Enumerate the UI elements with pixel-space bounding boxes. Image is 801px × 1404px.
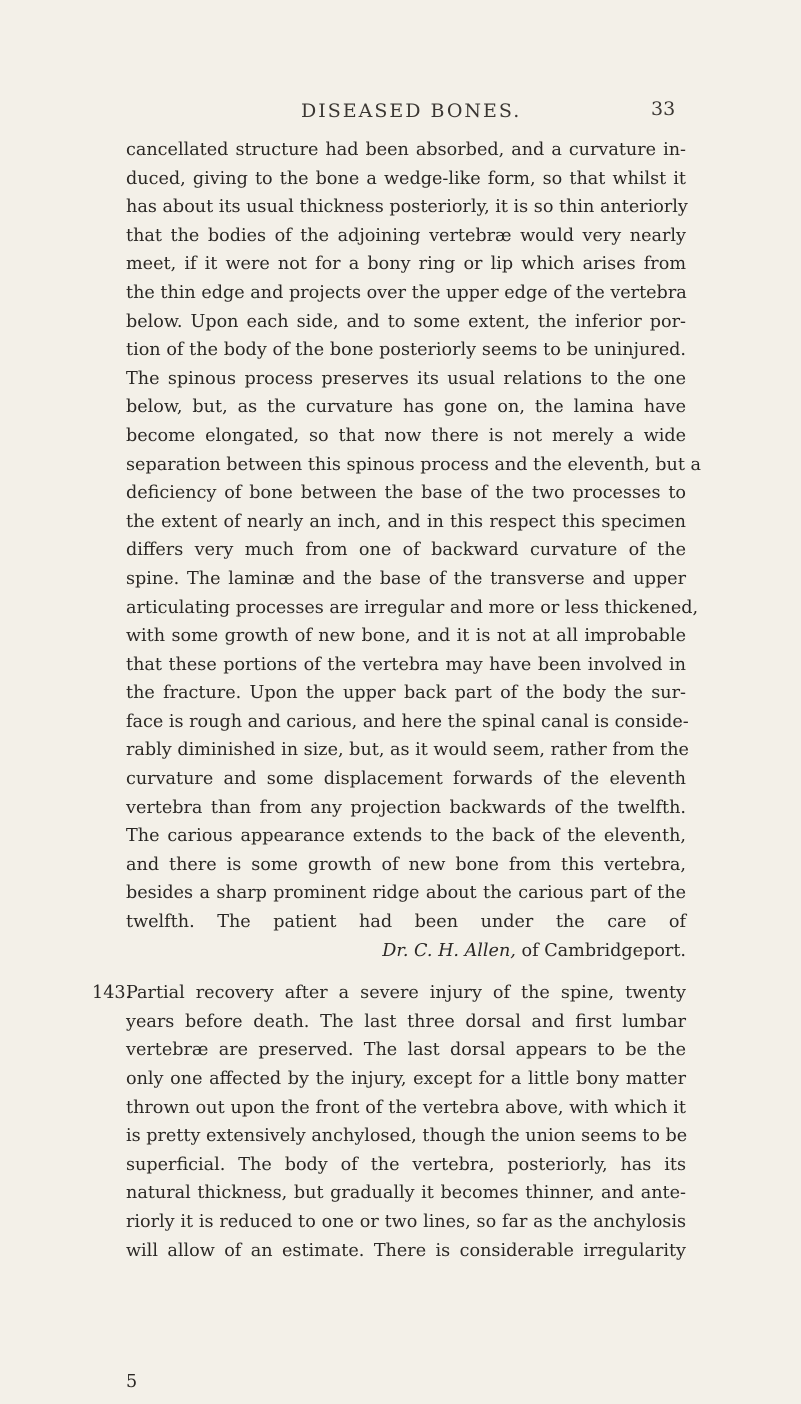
text-line: the extent of nearly an inch, and in this respect this specimen [126,511,686,532]
text-line: below. Upon each side, and to some extent, the inferior por- [126,311,686,332]
attribution-line [126,937,686,966]
catalogue-entry-143 [92,979,688,1265]
text-line: rably diminished in size, but, as it would seem, rather from the [126,740,689,761]
attribution-name: Dr. C. H. Allen, [382,940,516,961]
entry-text-line: years before death. The last three dorsal and first lumbar [126,1011,686,1032]
text-line: meet, if it were not for a bony ring or lip which arises from [126,254,686,275]
text-line: and there is some growth of new bone from this vertebra, [126,854,686,875]
text-line: the thin edge and projects over the upper edge of the vertebra [126,282,687,303]
text-line: tion of the body of the bone posteriorly seems to be uninjured. [126,340,686,361]
attribution-place: of Cambridgeport. [515,940,686,961]
entry-text-line: Partial recovery after a severe injury of the spine, twenty [126,983,686,1004]
text-line: articulating processes are irregular and more or less thickened, [126,597,699,618]
entry-text-line: only one affected by the injury, except for a little bony matter [126,1069,686,1089]
text-line: that the bodies of the adjoining vertebræ would very nearly [126,225,686,246]
text-line: besides a sharp prominent ridge about the carious part of the [126,883,686,904]
text-line: cancellated structure had been absorbed, and a curvature in- [126,140,686,160]
text-line: vertebra than from any projection backwards of the twelfth. [126,797,686,818]
text-line: duced, giving to the bone a wedge-like form, so that whilst it [126,168,686,189]
text-line: the fracture. Upon the upper back part of the body the sur- [126,683,686,704]
running-title: DISEASED BONES. [301,100,522,122]
paragraph-continued [126,136,702,937]
text-line: face is rough and carious, and here the spinal canal is conside- [126,711,689,732]
paragraph-gap [126,965,686,979]
entry-text-line: natural thickness, but gradually it becomes thinner, and ante- [126,1183,686,1204]
running-header [0,96,801,132]
entry-text-line: is pretty extensively anchylosed, though the union seems to be [126,1126,688,1147]
signature-mark: 5 [126,1372,138,1392]
text-line: The carious appearance extends to the back of the eleventh, [126,826,686,847]
entry-text-line: superficial. The body of the vertebra, posteriorly, has its [126,1154,686,1175]
text-line: The spinous process preserves its usual relations to the one [126,368,686,389]
text-line: below, but, as the curvature has gone on, the lamina have [126,397,686,418]
text-line: has about its usual thickness posteriorly, it is so thin anteriorly [126,197,688,218]
text-line: curvature and some displacement forwards of the eleventh [126,769,686,790]
text-line: spine. The laminæ and the base of the transverse and upper [126,568,686,589]
text-line: deficiency of bone between the base of the two processes to [126,483,686,504]
text-line: that these portions of the vertebra may have been involved in [126,654,686,675]
entry-text-line: riorly it is reduced to one or two lines, so far as the anchylosis [126,1211,686,1232]
entry-number: 143. [92,983,132,1004]
text-line: become elongated, so that now there is not merely a wide [126,425,686,446]
text-line: with some growth of new bone, and it is not at all improbable [126,626,686,647]
entry-text-line: thrown out upon the front of the vertebra above, with which it [126,1097,686,1118]
text-line: differs very much from one of backward curvature of the [126,540,686,561]
entry-text-line: will allow of an estimate. There is considerable irregularity [126,1240,686,1261]
text-line: separation between this spinous process and the eleventh, but a [126,454,702,475]
body-text [92,136,702,1265]
text-line: twelfth. The patient had been under the care of [126,912,686,933]
page-number: 33 [651,98,676,120]
entry-text-line: vertebræ are preserved. The last dorsal appears to be the [126,1040,686,1061]
